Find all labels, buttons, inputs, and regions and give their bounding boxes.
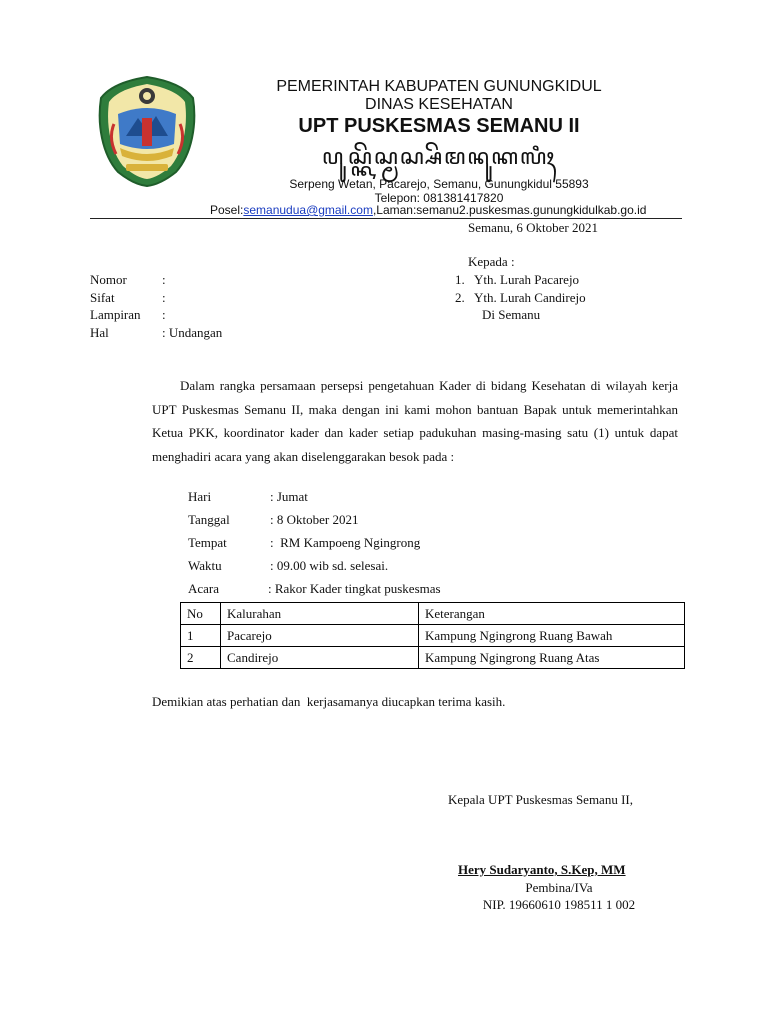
header-divider (90, 218, 682, 219)
sifat-label: Sifat (90, 290, 115, 305)
header-institution: UPT PUSKESMAS SEMANU II (298, 115, 580, 137)
hal-label: Hal (90, 325, 109, 340)
laman-text: ,Laman:semanu2.puskesmas.gunungkidulkab.go.id (372, 203, 647, 217)
table-header-no: No (181, 603, 221, 625)
recipient-location: Di Semanu (482, 307, 541, 322)
signature-rank: Pembina/IVa (525, 880, 593, 895)
posel-label: Posel: (210, 203, 244, 217)
header-contact-line (210, 203, 646, 217)
body-paragraph-text: Dalam rangka persamaan persepsi pengetahuan Kader di bidang Kesehatan di wilayah kerja UPT Puskesmas Semanu II, maka dengan ini kami mohon bantuan Bapak untuk memerintahkan Ketua PKK, koordinator kader dan kader setiap padukuhan masing-masing satu (1) untuk dapat menghadiri acara yang akan diselenggarakan besok pada : (152, 378, 678, 464)
recipient-heading: Kepada : (468, 254, 515, 269)
recipient-item-2: 2. Yth. Lurah Candirejo (455, 290, 586, 305)
header-department: DINAS KESEHATAN (365, 96, 513, 113)
table-cell: Pacarejo (221, 625, 419, 647)
nomor-value: : (162, 272, 166, 287)
table-header-row (181, 603, 685, 625)
signature-name: Hery Sudaryanto, S.Kep, MM (458, 862, 626, 877)
table-cell: Kampung Ngingrong Ruang Atas (419, 647, 685, 669)
nomor-label: Nomor (90, 272, 127, 287)
table-header-keterangan: Keterangan (419, 603, 685, 625)
closing-text: Demikian atas perhatian dan kerjasamanya diucapkan terima kasih. (152, 694, 506, 709)
table-cell: Kampung Ngingrong Ruang Bawah (419, 625, 685, 647)
detail-label-hari: Hari (188, 489, 212, 504)
detail-label-tanggal: Tanggal (188, 512, 230, 527)
header-javanese-script: ꦥꦸꦱ꧀ꦏꦼꦱ꧀ꦩꦱ꧀ꦱꦼꦩꦤꦸꦏꦭꦶꦃ (322, 144, 556, 169)
signature-nip: NIP. 19660610 198511 1 002 (482, 897, 636, 912)
recipient-item-1: 1. Yth. Lurah Pacarejo (455, 272, 580, 287)
table-row (181, 625, 685, 647)
kalurahan-table (180, 602, 685, 669)
header-address: Serpeng Wetan, Pacarejo, Semanu, Gunungkidul 55893 (289, 177, 589, 191)
sifat-value: : (162, 290, 166, 305)
detail-value-waktu: : 09.00 wib sd. selesai. (270, 558, 389, 573)
lampiran-label: Lampiran (90, 307, 141, 322)
lampiran-value: : (162, 307, 166, 322)
detail-label-acara: Acara (188, 581, 220, 596)
detail-label-waktu: Waktu (188, 558, 222, 573)
detail-label-tempat: Tempat (188, 535, 227, 550)
header-telephone: Telepon: 081381417820 (374, 191, 504, 205)
detail-value-tempat: : RM Kampoeng Ngingrong (270, 535, 421, 550)
letter-date: Semanu, 6 Oktober 2021 (468, 220, 598, 235)
detail-value-hari: : Jumat (270, 489, 308, 504)
signature-title: Kepala UPT Puskesmas Semanu II, (448, 792, 633, 807)
detail-value-acara: : Rakor Kader tingkat puskesmas (268, 581, 441, 596)
table-cell: 2 (181, 647, 221, 669)
table-cell: Candirejo (221, 647, 419, 669)
email-link[interactable]: semanudua@gmail.com (243, 203, 373, 217)
hal-value: : Undangan (162, 325, 223, 340)
table-row (181, 647, 685, 669)
header-government: PEMERINTAH KABUPATEN GUNUNGKIDUL (276, 78, 602, 95)
detail-value-tanggal: : 8 Oktober 2021 (270, 512, 359, 527)
table-cell: 1 (181, 625, 221, 647)
table-header-kalurahan: Kalurahan (221, 603, 419, 625)
body-paragraph (152, 374, 678, 468)
